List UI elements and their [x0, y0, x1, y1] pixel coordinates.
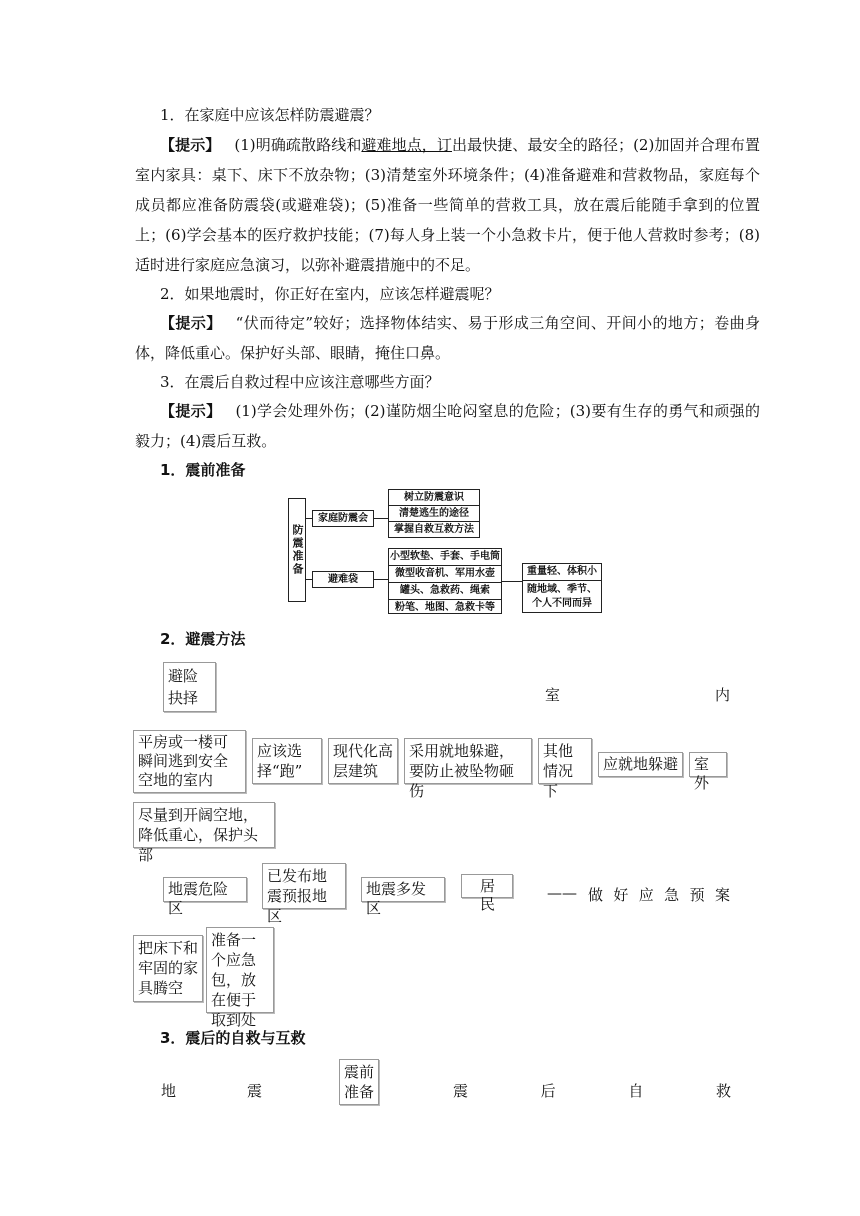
plan-char: 好 — [613, 886, 629, 904]
question-1: 1．在家庭中应该怎样防震避震？ — [160, 106, 380, 124]
box-highrise: 现代化高层建筑 — [328, 738, 398, 784]
indoor-char: 内 — [714, 686, 730, 704]
answer-2 — [135, 308, 760, 368]
box-clear-under-bed: 把床下和牢固的家具腾空 — [133, 935, 203, 1002]
diagram-branch-bag: 避难袋 — [312, 571, 374, 588]
box-emergency-bag: 准备一个应急包，放在便于取到处 — [206, 927, 274, 1013]
rescue-char: 震 — [453, 1082, 469, 1100]
emergency-plan-label — [588, 884, 730, 905]
rescue-char: 救 — [715, 1082, 731, 1100]
question-2: 2．如果地震时，你正好在室内，应该怎样避震呢？ — [160, 285, 500, 303]
box-shelter-in-place: 采用就地躲避，要防止被坠物砸伤 — [404, 738, 532, 784]
earthquake-char: 地 — [161, 1082, 177, 1100]
box-other-cases: 其他情况下 — [538, 738, 592, 784]
answer-2-text: “伏而待定”较好；选择物体结实、易于形成三角空间、开间小的地方；卷曲身体，降低重心。保护好头部、眼睛，掩住口鼻。 — [135, 314, 760, 362]
box-take-shelter: 应就地躲避 — [598, 752, 683, 777]
diagram-item: 掌握自救互救方法 — [394, 524, 474, 535]
answer-1-text-a: (1)明确疏散路线和 — [234, 136, 362, 154]
box-single-floor: 平房或一楼可瞬间逃到安全空地的室内 — [133, 730, 246, 793]
diagram-item: 微型收音机、军用水壶 — [389, 566, 501, 583]
diagram-bag-note — [522, 563, 602, 613]
answer-3-text: (1)学会处理外伤；(2)谨防烟尘呛闷窒息的危险；(3)要有生存的勇气和顽强的毅力；(4)震后互救。 — [135, 402, 760, 450]
rescue-char: 后 — [540, 1082, 556, 1100]
section-2-heading: 2．避震方法 — [160, 630, 246, 648]
diagram-item: 小型软垫、手套、手电筒 — [389, 549, 501, 566]
diagram-family-items — [388, 489, 480, 538]
rescue-char: 自 — [628, 1082, 644, 1100]
hint-tag: 【提示】 — [160, 402, 222, 420]
diagram-branch-family: 家庭防震会 — [312, 510, 374, 527]
answer-1-text-b: 出最快捷、最安全的路径；(2)加固并合理布置室内家具：桌下、床下不放杂物；(3)清楚室外环境条件；(4)准备避难和营救物品，家庭每个成员都应准备防震袋(或避难袋)；(5)准备一些简单的营救工具，放在震后能随手拿到的位置上；(6)学会基本的医疗救护技能；(7)每人身上装一个小急救卡片，便于他人营救时参考；(8)适时进行家庭应急演习，以弥补避震措施中的不足。 — [135, 136, 760, 274]
connector — [374, 518, 388, 519]
plan-char: 急 — [664, 886, 680, 904]
diagram-note: 随地域、季节、个人不同而异 — [527, 584, 597, 609]
diagram-item: 粉笔、地图、急救卡等 — [395, 602, 495, 613]
earthquake-char: 震 — [247, 1082, 263, 1100]
box-danger-zone: 地震危险区 — [163, 877, 247, 902]
diagram-item: 树立防震意识 — [389, 490, 479, 506]
plan-char: 应 — [638, 886, 654, 904]
answer-1-underlined: 避难地点，订 — [361, 136, 453, 154]
connector — [502, 581, 522, 582]
indoor-char: 室 — [545, 686, 561, 704]
box-residents: 居民 — [461, 874, 513, 898]
plan-char: 案 — [714, 886, 730, 904]
diagram-root: 防震准备 — [288, 498, 306, 602]
box-outdoor: 室外 — [689, 752, 727, 777]
hint-tag: 【提示】 — [160, 136, 221, 154]
plan-char: 做 — [588, 886, 604, 904]
plan-char: 预 — [689, 886, 705, 904]
box-frequent-zone: 地震多发区 — [361, 877, 445, 902]
box-run: 应该选择“跑” — [252, 738, 322, 784]
hint-tag: 【提示】 — [160, 314, 222, 332]
answer-3 — [135, 396, 760, 456]
answer-1 — [135, 130, 760, 280]
section-3-heading: 3．震后的自救与互救 — [160, 1029, 306, 1047]
box-open-space: 尽量到开阔空地，降低重心，保护头部 — [133, 802, 275, 848]
diagram-note: 重量轻、体积小 — [523, 564, 601, 581]
avoid-choice-box: 避险抉择 — [163, 662, 216, 712]
diagram-item: 清楚逃生的途径 — [389, 506, 479, 522]
diagram-item: 罐头、急救药、绳索 — [389, 583, 501, 600]
box-forecast-zone: 已发布地震预报地区 — [262, 863, 346, 909]
diagram-bag-items — [388, 548, 502, 614]
box-pre-quake-prep: 震前准备 — [339, 1059, 379, 1105]
section-1-heading: 1．震前准备 — [160, 461, 246, 479]
connector — [374, 579, 388, 580]
indoor-label — [545, 684, 730, 705]
dash: —— — [547, 884, 577, 902]
question-3: 3．在震后自救过程中应该注意哪些方面？ — [160, 373, 440, 391]
post-quake-self-rescue-label — [453, 1080, 731, 1101]
